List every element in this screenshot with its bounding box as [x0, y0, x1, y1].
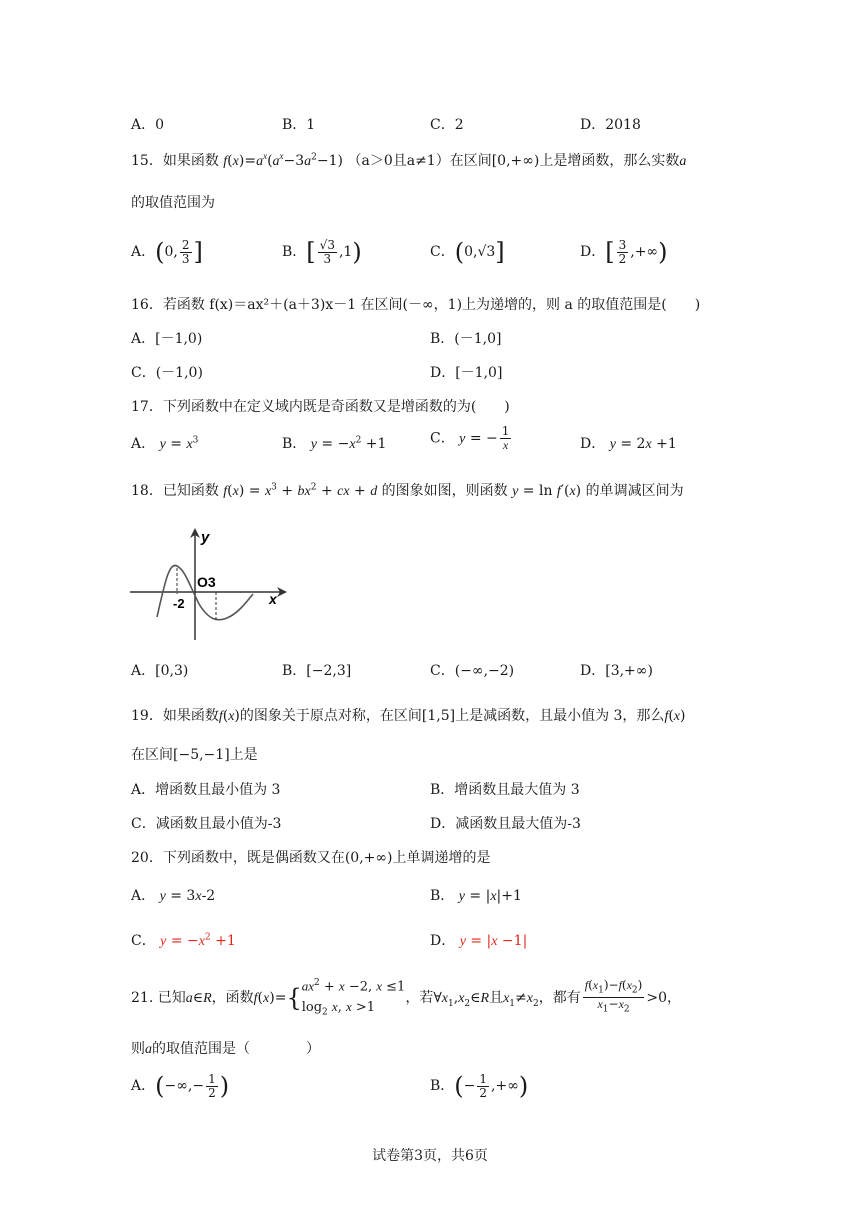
q19-stem-line2: 在区间[−5,−1]上是	[131, 747, 258, 763]
q20-option-d: D． y = |x −1|	[430, 933, 528, 949]
q20-option-b: B． y = |x|+1	[430, 888, 522, 904]
q14-option-d: D．2018	[580, 117, 641, 133]
q21-stem: 21. 已知a∈R，函数$f(x)=\{ax^2 + x -2$, x ≤1 $\log_2 x$, x >1，若$\forall x_1,x_2\in R$且$x_1\ne x_2$，都有 $\frac{f(x_1)-f(x_2)}{x_1-x_2}$ >0，	[131, 973, 681, 1023]
x-axis-label: x	[269, 591, 277, 607]
q21-stem-line2: 则a的取值范围是（ ）	[131, 1041, 320, 1057]
q17-option-a: A． $y = x^3$	[131, 435, 199, 452]
page-footer: 试卷第3页，共6页	[372, 1148, 488, 1164]
q17-option-c: C． y = − $\frac{1}{x}$	[430, 424, 510, 452]
q20-option-c: C． $y = -x^2 +1$	[131, 932, 236, 949]
q15-var-a: a	[679, 154, 687, 169]
minus-two-label: -2	[173, 596, 185, 611]
q20-option-a: A． y = 3x-2	[131, 888, 216, 904]
q18-option-b: B．[−2,3]	[282, 663, 352, 679]
y-axis-label: y	[201, 529, 210, 546]
q18-ln-formula: y = ln f′(x)	[512, 483, 582, 499]
q20-stem: 20．下列函数中，既是偶函数又在(0,+∞)上单调递增的是	[131, 850, 491, 866]
q15-option-c: C．(0,√3]	[430, 238, 505, 266]
q15-option-b: B．[ $\frac{√3}{3}$ ,1)	[282, 237, 362, 266]
q16-option-a: A．[－1,0)	[131, 331, 203, 347]
q17-option-b: B． $y = -x^2 +1$	[282, 435, 387, 452]
q14-option-c: C．2	[430, 117, 464, 133]
q17-stem: 17．下列函数中在定义域内既是奇函数又是增函数的为( )	[131, 399, 510, 415]
q19-option-d: D．减函数且最大值为-3	[430, 816, 581, 832]
q21-option-b: B．(− $\frac{1}{2}$ ,+∞)	[430, 1071, 529, 1100]
q21-piecewise: $ax^2 + x -2$, x ≤1 $\log_2 x$, x >1	[301, 978, 406, 1018]
q18-option-c: C．(−∞,−2)	[430, 663, 515, 679]
q15-stem: 15．如果函数 $f(x)=a^x(a^x-3a^2-1)$ （a＞0且a≠1）在区间[0,+∞)上是增函数，那么实数a	[131, 151, 687, 169]
q16-option-c: C．(－1,0)	[131, 365, 203, 381]
q18-option-a: A．[0,3)	[131, 663, 189, 679]
q17-option-d: D． y = 2x +1	[580, 436, 677, 452]
q21-option-a: A．(−∞,− $\frac{1}{2}$ )	[131, 1071, 230, 1100]
q19-option-a: A．增函数且最小值为 3	[131, 782, 281, 798]
q21-difference-quotient: $\frac{f(x_1)-f(x_2)}{x_1-x_2}$	[584, 978, 643, 1015]
q15-interval: [0,+∞)	[491, 153, 540, 169]
q18-option-d: D．[3,+∞)	[580, 663, 653, 679]
q18-stem: 18．已知函数 $f(x) = x^3 + bx^2$ + cx + d 的图象如图，则函数 y = ln f′(x) 的单调减区间为	[131, 482, 684, 499]
q19-stem: 19．如果函数f(x)的图象关于原点对称，在区间[1,5]上是减函数，且最小值为 3，那么f(x)	[131, 708, 686, 724]
q19-option-b: B．增函数且最大值为 3	[430, 782, 580, 798]
q15-function-formula: $f(x)=a^x(a^x-3a^2-1)$	[223, 151, 344, 169]
q16-option-b: B．(－1,0]	[430, 331, 502, 347]
q14-option-b: B．1	[282, 117, 316, 133]
q19-option-c: C．减函数且最小值为-3	[131, 816, 282, 832]
q16-option-d: D．[－1,0]	[430, 365, 503, 381]
q18-graph	[125, 522, 295, 644]
q15-stem-line2: 的取值范围为	[131, 195, 215, 211]
q16-stem: 16．若函数 f(x)＝ax²＋(a＋3)x－1 在区间(－∞，1)上为递增的，则 a 的取值范围是( )	[131, 297, 701, 313]
origin-three-label: O3	[197, 574, 216, 590]
q18-cubic-formula: $f(x) = x^3 + bx^2$ + cx + d	[223, 482, 378, 499]
q15-option-a: A．(0, $\frac{2}{3}$ ]	[131, 237, 203, 266]
q14-option-a: A．0	[131, 117, 165, 133]
q15-option-d: D．[ $\frac{3}{2}$ ,+∞)	[580, 237, 668, 266]
